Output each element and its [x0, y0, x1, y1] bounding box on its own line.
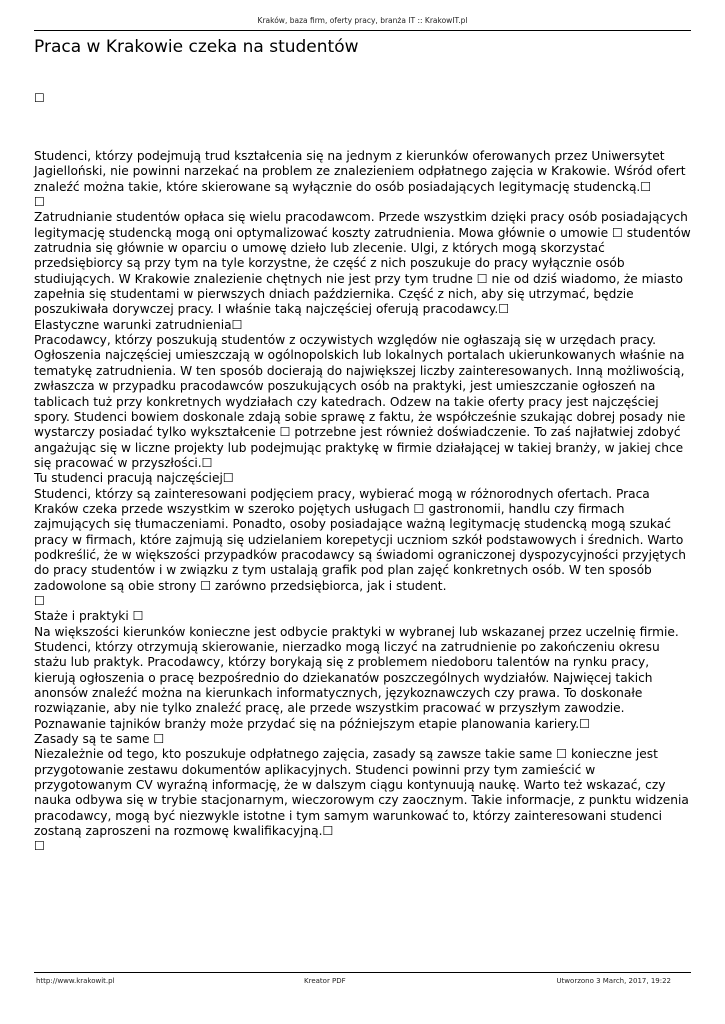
internships-paragraph: Na większości kierunków konieczne jest odbycie praktyki w wybranej lub wskazanej przez uczelnię firmie. Studenci, którzy otrzymują skierowanie, nierzadko mogą liczyć na zatrudnienie po zakończeniu okresu stażu lub praktyk. Pracodawcy, którzy borykają się z problemem niedoboru talentów na rynku pracy, kierują ogłoszenia o pracę bezpośrednio do dziekanatów poszczególnych wydziałów. Najwięcej takich anonsów znaleźć można na kierunkach informatycznych, językoznawczych czy prawa. To doskonałe rozwiązanie, aby nie tylko znaleźć pracę, ale przede wszystkim pracować w przyszłym zawodzie. Poznawanie tajników branży może przydać się na późniejszym etapie planowania kariery.☐: [34, 624, 679, 731]
where-students-work-paragraph: Studenci, którzy są zainteresowani podjęciem pracy, wybierać mogą w różnorodnych ofertach. Praca Kraków czeka przede wszystkim w szeroko pojętych usługach ☐ gastronomii, handlu czy firmach zajmujących się tłumaczeniami. Ponadto, osoby posiadające ważną legitymację studencką mogą szukać pracy w firmach, które zajmują się udzielaniem korepetycji uczniom szkół podstawowych i średnich. Warto podkreślić, że w większości przypadków pracodawcy są świadomi ograniczonej dyspozycyjności przyjętych do pracy studentów i w związku z tym ustalają grafik pod plan zajęć konkretnych osób. W ten sposób zadowolone są obie strony ☐ zarówno przedsiębiorca, jak i student.: [34, 486, 686, 593]
missing-glyph-line: ☐: [34, 839, 45, 854]
missing-glyph-box: ☐: [34, 91, 45, 105]
footer-url: http://www.krakowit.pl: [36, 977, 115, 985]
footer-created-date: Utworzono 3 March, 2017, 19:22: [556, 977, 671, 985]
article-body: [34, 149, 694, 855]
section-heading-flexible-terms: Elastyczne warunki zatrudnienia☐: [34, 317, 243, 332]
section-heading-same-rules: Zasady są te same ☐: [34, 732, 165, 747]
header-divider: [34, 30, 691, 31]
intro-paragraph: Studenci, którzy podejmują trud kształcenia się na jednym z kierunków oferowanych przez Uniwersytet Jagielloński, nie powinni narzekać na problem ze znalezieniem odpłatnego zajęcia w Krakowie. Wśród ofert znaleźć można takie, które skierowane są wyłącznie do osób posiadających legitymację studencką.☐: [34, 149, 686, 194]
page-title: Praca w Krakowie czeka na studentów: [34, 37, 359, 57]
section-heading-where-students-work: Tu studenci pracują najczęściej☐: [34, 471, 234, 486]
missing-glyph-line: ☐: [34, 195, 45, 210]
missing-glyph-line: ☐: [34, 593, 45, 608]
footer-divider: [34, 972, 691, 973]
page-footer: [34, 975, 691, 987]
same-rules-paragraph: Niezależnie od tego, kto poszukuje odpłatnego zajęcia, zasady są zawsze takie same ☐ konieczne jest przygotowanie zestawu dokumentów aplikacyjnych. Studenci powinni przy tym zamieścić w przygotowanym CV wyraźną informację, że w dalszym ciągu kontynuują naukę. Warto też wskazać, czy nauka odbywa się w trybie stacjonarnym, wieczorowym czy zaocznym. Takie informacje, z punktu widzenia pracodawcy, mogą być niezwykle istotne i tym samym warunkować to, którzy zainteresowani studenci zostaną zaproszeni na rozmowę kwalifikacyjną.☐: [34, 747, 689, 839]
page-header: Kraków, baza firm, oferty pracy, branża IT :: KrakowIT.pl: [257, 16, 468, 25]
footer-generator: Kreator PDF: [304, 977, 346, 985]
employer-benefits-paragraph: Zatrudnianie studentów opłaca się wielu pracodawcom. Przede wszystkim dzięki pracy osób posiadających legitymację studencką mogą oni optymalizować koszty zatrudnienia. Mowa głównie o umowie ☐ studentów zatrudnia się głównie w oparciu o umowę dzieło lub zlecenie. Ulgi, z których mogą skorzystać przedsiębiorcy są przy tym na tyle korzystne, że część z nich poszukuje do pracy wyłącznie osób studiujących. W Krakowie znalezienie chętnych nie jest przy tym trudne ☐ nie od dziś wiadomo, że miasto zapełnia się studentami w pierwszych dniach października. Część z nich, aby się utrzymać, będzie poszukiwała dorywczej pracy. I właśnie taką najczęściej oferują pracodawcy.☐: [34, 210, 691, 317]
section-heading-internships: Staże i praktyki ☐: [34, 609, 144, 624]
flexible-terms-paragraph: Pracodawcy, którzy poszukują studentów z oczywistych względów nie ogłaszają się w urzędach pracy. Ogłoszenia najczęściej umieszczają w ogólnopolskich lub lokalnych portalach ukierunkowanych właśnie na tematykę zatrudnienia. W ten sposób docierają do największej liczby zainteresowanych. Inną możliwością, zwłaszcza w przypadku pracodawców poszukujących osób na praktyki, jest umieszczanie ogłoszeń na tablicach tuż przy konkretnych wydziałach czy katedrach. Odzew na takie oferty pracy jest najczęściej spory. Studenci bowiem doskonale zdają sobie sprawę z faktu, że współcześnie szukając dobrej posady nie wystarczy posiadać tylko wykształcenie ☐ potrzebne jest również doświadczenie. To zaś najłatwiej zdobyć angażując się w liczne projekty lub podejmując praktykę w firmie działającej w takiej branży, w jakiej chce się pracować w przyszłości.☐: [34, 333, 686, 470]
